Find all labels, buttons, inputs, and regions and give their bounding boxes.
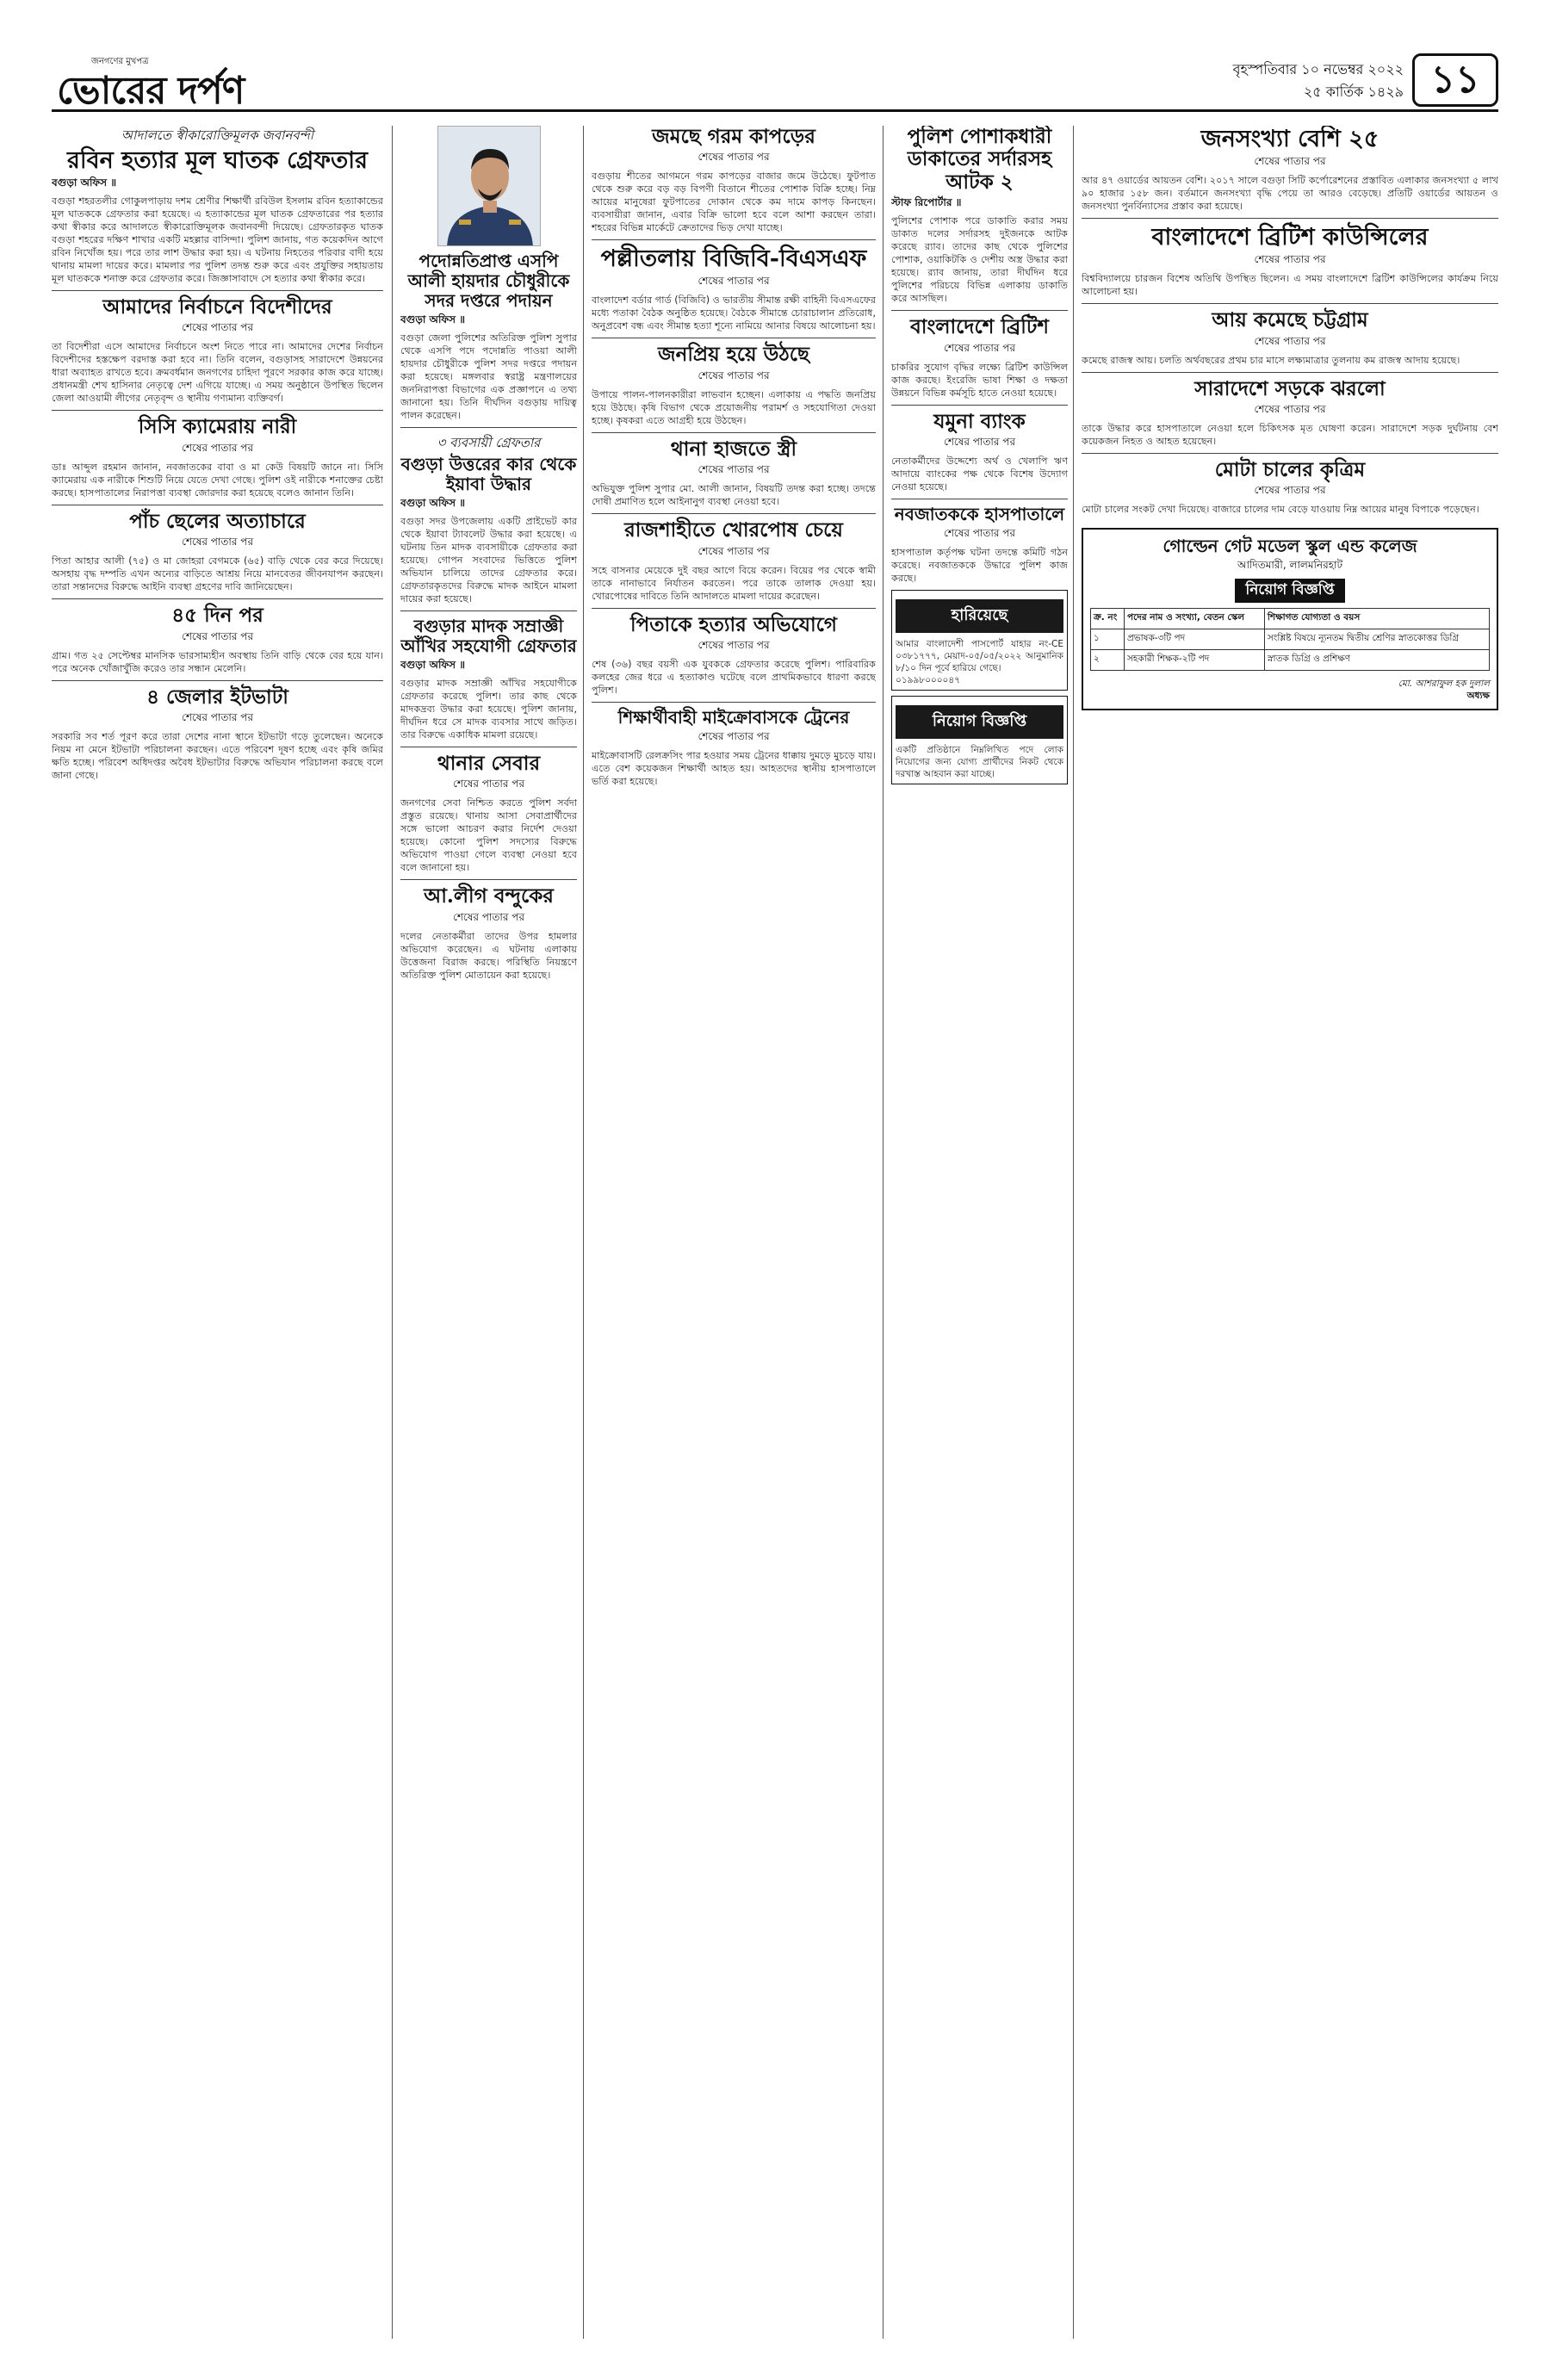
ad-heading: নিয়োগ বিজ্ঞপ্তি: [1235, 579, 1344, 603]
article-headline: জনপ্রিয় হয়ে উঠছে: [658, 343, 809, 367]
column-divider: [883, 126, 884, 2339]
column-divider: [392, 126, 393, 2339]
column-divider: [1073, 126, 1074, 2339]
masthead: [52, 52, 1498, 112]
newspaper-logo: [57, 55, 332, 113]
article-headline: মোটা চালের কৃত্রিম: [1214, 457, 1366, 481]
column-2: [400, 126, 577, 2339]
photo-caption: আলী হায়দার চৌধুরীকে: [407, 270, 570, 291]
article-body: অভিযুক্ত পুলিশ সুপার মো. আলী জানান, বিষয়টি তদন্ত করা হচ্ছে। তদন্তে দোষী প্রমাণিত হলে আইনানুগ ব্যবস্থা নেওয়া হবে।: [592, 483, 876, 508]
article-body: পিতা আহার আলী (৭৫) ও মা জোহরা বেগমকে (৬৫) বাড়ি থেকে বের করে দিয়েছে। অসহায় বৃদ্ধ দম্পতি এখন অন্যের বাড়িতে আশ্রয় নিয়ে মানবেতর জীবনযাপন করছেন। তারা সন্তানদের বিরুদ্ধে আইনি ব্যবস্থা গ্রহণের দাবি জানিয়েছেন।: [52, 555, 383, 593]
column-5: [1082, 126, 1498, 2339]
school-job-advertisement: [1082, 528, 1498, 710]
job-notice-body: একটি প্রতিষ্ঠানে নিম্নলিখিত পদে লোক নিয়োগের জন্য যোগ্য প্রার্থীদের নিকট থেকে দরখাস্ত আহবান করা যাচ্ছে।: [896, 745, 1063, 780]
table-cell: সহকারী শিক্ষক-২টি পদ: [1124, 649, 1264, 670]
photo-caption: পদোন্নতিপ্রাপ্ত এসপি: [418, 251, 559, 271]
table-cell: প্রভাষক-৩টি পদ: [1124, 629, 1264, 649]
article-byline: বগুড়া অফিস ॥: [400, 497, 466, 509]
article-headline: থানার সেবার: [437, 752, 541, 775]
continued-label: শেষের পাতার পর: [1254, 253, 1326, 266]
article-body: কমেছে রাজস্ব আয়। চলতি অর্থবছরের প্রথম চার মাসে লক্ষ্যমাত্রার তুলনায় কম রাজস্ব আদায় হয়েছে।: [1082, 354, 1460, 366]
article-headline: ৪৫ দিন পর: [171, 604, 264, 628]
continued-label: শেষের পাতার পর: [698, 639, 770, 652]
continued-label: শেষের পাতার পর: [698, 151, 770, 164]
continued-label: শেষের পাতার পর: [698, 463, 770, 476]
dateline: [1233, 59, 1404, 103]
newspaper-name: ভোরের দর্পণ: [57, 69, 245, 113]
article-body: তা বিদেশীরা এসে আমাদের নির্বাচনে অংশ নিতে পারে না। আমাদের দেশের নির্বাচন বিদেশীদের হস্তক্ষেপ বরদাস্ত করা হবে না। তিনি বলেন, বগুড়াসহ সারাদেশে উন্নয়নের ধারা অব্যাহত রাখতে হবে। ক্রমবর্ধমান জনগণের চাহিদা পূরণে সরকার কাজ করে যাচ্ছে। প্রধানমন্ত্রী শেখ হাসিনার নেতৃত্বে দেশ এগিয়ে যাচ্ছে। এ সময় অনুষ্ঠানে উপস্থিত ছিলেন জেলা আওয়ামী লীগের নেতৃবৃন্দ ও স্থানীয় গণ্যমান্য ব্যক্তিবর্গ।: [52, 341, 383, 405]
article-body: সরকারি সব শর্ত পূরণ করে তারা দেশের নানা স্থানে ইটভাটা গড়ে তুলেছেন। অনেকে নিয়ম না মেনে ইটভাটা পরিচালনা করছেন। এতে পরিবেশ দূষণ হচ্ছে এবং কৃষি জমির ক্ষতি হচ্ছে। পরিবেশ অধিদপ্তর অবৈধ ইটভাটার বিরুদ্ধে অভিযান পরিচালনা করছে বলে জানা গেছে।: [52, 731, 383, 782]
article-body: জনগণের সেবা নিশ্চিত করতে পুলিশ সর্বদা প্রস্তুত রয়েছে। থানায় আসা সেবাপ্রার্থীদের সঙ্গে ভালো আচরণ করার নির্দেশ দেওয়া হয়েছে। কোনো পুলিশ সদস্যের বিরুদ্ধে অভিযোগ পাওয়া গেলে ব্যবস্থা নেওয়া হবে বলে জানানো হয়।: [400, 797, 577, 874]
article-body: নেতাকর্মীদের উদ্দেশ্যে অর্থ ও খেলাপি ঋণ আদায়ে ব্যাংকের পক্ষ থেকে বিশেষ উদ্যোগ নেওয়া হয়েছে।: [891, 456, 1068, 493]
signature-name: মো. আশরাফুল হক দুলাল: [1398, 678, 1490, 689]
continued-label: শেষের পাতার পর: [698, 275, 770, 288]
photo-caption: সদর দপ্তরে পদায়ন: [425, 290, 553, 311]
article-body: মোটা চালের সংকট দেখা দিয়েছে। বাজারে চালের দাম বেড়ে যাওয়ায় নিম্ন আয়ের মানুষ বিপাকে পড়েছেন।: [1082, 504, 1479, 516]
article-body: বগুড়া জেলা পুলিশের অতিরিক্ত পুলিশ সুপার থেকে এসপি পদে পদোন্নতি পাওয়া আলী হায়দার চৌধুরীকে পুলিশ সদর দপ্তরে পদায়ন করা হয়েছে। মঙ্গলবার স্বরাষ্ট্র মন্ত্রণালয়ের জননিরাপত্তা বিভাগের এক প্রজ্ঞাপনে এ তথ্য জানানো হয়। তিনি দীর্ঘদিন বগুড়ায় দায়িত্ব পালন করেছেন।: [400, 332, 577, 421]
date-bengali: ২৫ কার্তিক ১৪২৯: [1303, 84, 1404, 100]
article-body: বাংলাদেশ বর্ডার গার্ড (বিজিবি) ও ভারতীয় সীমান্ত রক্ষী বাহিনী বিএসএফের মধ্যে পতাকা বৈঠক অনুষ্ঠিত হয়েছে। বৈঠকে সীমান্তে চোরাচালান প্রতিরোধ, অনুপ্রবেশ বন্ধ এবং সীমান্ত হত্যা শূন্যে নামিয়ে আনার বিষয়ে আলোচনা হয়।: [592, 294, 876, 332]
article-body: পুলিশের পোশাক পরে ডাকাতি করার সময় ডাকাত দলের সর্দারসহ দুইজনকে আটক করেছে র‍্যাব। তাদের কাছ থেকে পুলিশের পোশাক, ওয়াকিটকি ও দেশীয় অস্ত্র উদ্ধার করা হয়েছে। র‍্যাব জানায়, তারা দীর্ঘদিন ধরে পুলিশের পরিচয়ে বিভিন্ন এলাকায় ডাকাতি করে আসছিল।: [891, 215, 1068, 305]
newspaper-page: [52, 52, 1498, 2342]
article-headline: আমাদের নির্বাচনে বিদেশীদের: [102, 295, 332, 319]
article-body: সহে বাসনার মেয়েকে দুই বছর আগে বিয়ে করেন। বিয়ের পর থেকে স্বামী তাকে নানাভাবে নির্যাতন করতেন। পরে তাকে তালাক দেওয়া হয়। খোরপোষের দাবিতে তিনি আদালতে মামলা দায়ের করেছেন।: [592, 564, 876, 602]
table-header: ক্র. নং: [1091, 608, 1125, 629]
date-gregorian: বৃহস্পতিবার ১০ নভেম্বর ২০২২: [1232, 61, 1404, 77]
table-cell: ২: [1091, 649, 1125, 670]
article-headline: জমছে গরম কাপড়ের: [652, 126, 815, 148]
lost-notice-title: হারিয়েছে: [896, 599, 1063, 633]
continued-label: শেষের পাতার পর: [1254, 402, 1326, 415]
article-headline: রবিন হত্যার মূল ঘাতক গ্রেফতার: [67, 147, 368, 174]
article-body: বগুড়া শহরতলীর গোকুলপাড়ায় দশম শ্রেণীর শিক্ষার্থী রবিউল ইসলাম রবিন হত্যাকান্ডের মূল ঘাতককে গ্রেফতার করা হয়েছে। এ হত্যাকান্ডের মূল ঘাতক গ্রেফতারের পর হত্যার কথা স্বীকার করে আদালতে স্বীকারোক্তিমূলক জবানবন্দী দিয়েছে। গ্রেফতারকৃত ঘাতক বগুড়া শহরের দক্ষিণ শাখার একটি মহল্লার বাসিন্দা। পুলিশ জানায়, গত কয়েকদিন আগে রবিন নিখোঁজ হয়। পরে তার লাশ উদ্ধার করা হয়। এ ঘটনায় নিহতের পরিবার বাদী হয়ে থানায় মামলা দায়ের করে। মামলার পর পুলিশ তদন্ত শুরু করে এবং প্রযুক্তির সহায়তায় মূল ঘাতককে শনাক্ত করে গ্রেফতার করে। জিজ্ঞাসাবাদে সে হত্যার কথা স্বীকার করে।: [52, 195, 383, 285]
article-body: ডাঃ আব্দুল রহমান জানান, নবজাতকের বাবা ও মা কেউ বিষয়টি জানে না। সিসি ক্যামেরায় এক নারীকে শিশুটি নিয়ে যেতে দেখা গেছে। পুলিশ ওই নারীকে শনাক্তের চেষ্টা করছে। হাসপাতালের নিরাপত্তা ব্যবস্থা জোরদার করা হয়েছে বলেও জানান তিনি।: [52, 461, 383, 499]
table-row: [1091, 649, 1490, 670]
column-1: [52, 126, 383, 2339]
article-headline: শিক্ষার্থীবাহী মাইক্রোবাসকে ট্রেনের: [617, 707, 850, 728]
school-location: আদিতমারী, লালমনিরহাট: [1237, 559, 1343, 572]
article-headline: পুলিশ পোশাকধারী ডাকাতের সর্দারসহ আটক ২: [907, 126, 1052, 194]
table-row: [1091, 629, 1490, 649]
continued-label: শেষের পাতার পর: [181, 536, 254, 549]
table-cell: স্নাতক ডিগ্রি ও প্রশিক্ষণ: [1264, 649, 1489, 670]
article-body: বগুড়ায় শীতের আগমনে গরম কাপড়ের বাজার জমে উঠেছে। ফুটপাত থেকে শুরু করে বড় বড় বিপণী বিতানে শীতের পোশাক বিক্রি হচ্ছে। নিম্ন আয়ের মানুষেরা ফুটপাতের দোকান থেকে কম দামে কাপড় কিনছেন। ব্যবসায়ীরা জানান, এবার বিক্রি ভালো হবে বলে আশা করছেন তারা। শহরের বিভিন্ন মার্কেটে ক্রেতাদের ভিড় দেখা যাচ্ছে।: [592, 170, 876, 234]
article-body: গ্রাম। গত ২৫ সেপ্টেম্বর মানসিক ভারসাম্যহীন অবস্থায় তিনি বাড়ি থেকে বের হয়ে যান। পরে অনেক খোঁজাখুঁজি করেও তার সন্ধান মেলেনি।: [52, 649, 383, 674]
lost-notice: [891, 590, 1068, 691]
article-headline: পল্লীতলায় বিজিবি-বিএসএফ: [600, 245, 867, 273]
portrait-image: [438, 127, 541, 246]
article-body: বগুড়া সদর উপজেলায় একটি প্রাইভেট কার থেকে ইয়াবা ট্যাবলেট উদ্ধার করা হয়েছে। এ ঘটনায় তিন মাদক ব্যবসায়ীকে গ্রেফতার করা হয়েছে। গোপন সংবাদের ভিত্তিতে পুলিশ অভিযান চালিয়ে তাদের গ্রেফতার করে। গ্রেফতারকৃতদের বিরুদ্ধে মাদক আইনে মামলা দায়ের করা হয়েছে।: [400, 516, 577, 604]
article-body: চাকরির সুযোগ বৃদ্ধির লক্ষ্যে ব্রিটিশ কাউন্সিল কাজ করছে। ইংরেজি ভাষা শিক্ষা ও দক্ষতা উন্নয়নে বিভিন্ন কর্মসূচি হাতে নেওয়া হয়েছে।: [891, 361, 1068, 399]
signature-title: অধ্যক্ষ: [1466, 690, 1490, 701]
article-headline: বাংলাদেশে ব্রিটিশ: [909, 315, 1050, 339]
page-number: ১১: [1412, 53, 1498, 107]
article-body: উপায়ে পালন-পালনকারীরা লাভবান হচ্ছেন। এলাকায় এ পদ্ধতি জনপ্রিয় হয়ে উঠছে। কৃষি বিভাগ থেকে প্রয়োজনীয় পরামর্শ ও সহযোগিতা দেওয়া হচ্ছে। কৃষকরা এতে আগ্রহী হয়ে উঠছেন।: [592, 388, 876, 426]
article-headline: বগুড়ার মাদক সম্রাজ্ঞী আঁখির সহযোগী গ্রেফতার: [400, 616, 577, 656]
lost-notice-body: আমার বাংলাদেশী পাসপোর্ট যাহার নং-CE ০৩৮১৭৭৭, মেয়াদ-০৫/০৫/২০২২ আনুমানিক ৮/১০ দিন পূর্বে হারিয়ে গেছে।: [896, 639, 1063, 674]
continued-label: শেষের পাতার পর: [181, 711, 254, 724]
article-headline: বাংলাদেশে ব্রিটিশ কাউন্সিলের: [1151, 224, 1429, 251]
article-byline: স্টাফ রিপোর্টার ॥: [891, 196, 962, 209]
officer-photo: [437, 126, 541, 246]
continued-label: শেষের পাতার পর: [1254, 484, 1326, 497]
article-headline: সিসি ক্যামেরায় নারী: [138, 415, 297, 439]
article-byline: বগুড়া অফিস ॥: [400, 313, 466, 325]
article-body: দলের নেতাকর্মীরা তাদের উপর হামলার অভিযোগ করেছেন। এ ঘটনায় এলাকায় উত্তেজনা বিরাজ করছে। পরিস্থিতি নিয়ন্ত্রণে অতিরিক্ত পুলিশ মোতায়েন করা হয়েছে।: [400, 930, 577, 981]
continued-label: শেষের পাতার পর: [452, 778, 525, 790]
continued-label: শেষের পাতার পর: [1254, 155, 1326, 168]
vacancy-table: [1090, 608, 1490, 671]
article-body: মাইক্রোবাসটি রেলক্রসিং পার হওয়ার সময় ট্রেনের ধাক্কায় দুমড়ে মুচড়ে যায়। এতে বেশ কয়েকজন শিক্ষার্থী আহত হয়। আহতদের স্থানীয় হাসপাতালে ভর্তি করা হয়েছে।: [592, 750, 876, 788]
article-headline: রাজশাহীতে খোরপোষ চেয়ে: [624, 518, 843, 542]
continued-label: শেষের পাতার পর: [698, 730, 770, 743]
article-headline: নবজাতককে হাসপাতালে: [894, 504, 1065, 525]
article-headline: পাঁচ ছেলের অত্যাচারে: [129, 509, 306, 533]
article-headline: জনসংখ্যা বেশি ২৫: [1200, 126, 1380, 152]
column-3: [592, 126, 876, 2339]
table-cell: ১: [1091, 629, 1125, 649]
continued-label: শেষের পাতার পর: [698, 369, 770, 381]
article-body: আর ৪৭ ওয়ার্ডের আয়তন বেশি। ২০১৭ সালে বগুড়া সিটি কর্পোরেশনের প্রস্তাবিত এলাকার জনসংখ্যা ৫ লাখ ৯০ হাজার ১৫৮ জন। বর্তমানে জনসংখ্যা বৃদ্ধি পেয়ে তা আরও বেড়েছে। প্রতিটি ওয়ার্ডের আয়তন ও জনসংখ্যা পুনর্বিন্যাসের প্রস্তাব করা হয়েছে।: [1082, 175, 1498, 213]
table-header: পদের নাম ও সংখ্যা, বেতন স্কেল: [1124, 608, 1264, 629]
continued-label: শেষের পাতার পর: [181, 321, 254, 334]
job-notice: [891, 696, 1068, 784]
article-headline: আয় কমেছে চট্টগ্রাম: [1212, 308, 1368, 332]
article-byline: বগুড়া অফিস ॥: [400, 659, 466, 671]
article-headline: আ.লীগ বন্দুকের: [424, 884, 554, 908]
continued-label: শেষের পাতার পর: [943, 341, 1016, 354]
continued-label: শেষের পাতার পর: [181, 441, 254, 454]
column-4: [891, 126, 1068, 2339]
continued-label: শেষের পাতার পর: [181, 629, 254, 642]
article-kicker: ৩ ব্যবসায়ী গ্রেফতার: [437, 435, 541, 450]
article-body: বগুড়ার মাদক সম্রাজ্ঞী আঁখির সহযোগীকে গ্রেফতার করেছে পুলিশ। তার কাছ থেকে মাদকদ্রব্য উদ্ধার করা হয়েছে। পুলিশ জানায়, দীর্ঘদিন ধরে সে মাদক ব্যবসার সাথে জড়িত। তার বিরুদ্ধে একাধিক মামলা রয়েছে।: [400, 678, 577, 741]
column-divider: [583, 126, 584, 2339]
job-notice-title: নিয়োগ বিজ্ঞপ্তি: [896, 705, 1063, 739]
continued-label: শেষের পাতার পর: [698, 544, 770, 557]
school-name: গোল্ডেন গেট মডেল স্কুল এন্ড কলেজ: [1162, 536, 1417, 557]
article-body: শেষ (৩৬) বছর বয়সী এক যুবককে গ্রেফতার করেছে পুলিশ। পারিবারিক কলহের জের ধরে এ হত্যাকাণ্ড ঘটেছে বলে প্রাথমিকভাবে ধারণা করছে পুলিশ।: [592, 659, 876, 697]
article-headline: বগুড়া উত্তরের কার থেকে ইয়াবা উদ্ধার: [400, 454, 577, 494]
article-headline: পিতাকে হত্যার অভিযোগে: [630, 612, 837, 636]
article-body: হাসপাতাল কর্তৃপক্ষ ঘটনা তদন্তে কমিটি গঠন করেছে। নবজাতককে উদ্ধারে পুলিশ কাজ করছে।: [891, 547, 1068, 585]
lost-notice-phone: ০১৯৯৮০০০০৪৭: [896, 675, 961, 686]
logo-tagline: জনগণের মুখপত্র: [91, 57, 149, 66]
table-header: শিক্ষাগত যোগ্যতা ও বয়স: [1264, 608, 1489, 629]
article-kicker: আদালতে স্বীকারোক্তিমূলক জবানবন্দী: [121, 127, 314, 143]
article-headline: সারাদেশে সড়কে ঝরলো: [1194, 376, 1386, 400]
continued-label: শেষের পাতার পর: [943, 527, 1016, 540]
article-headline: যমুনা ব্যাংক: [933, 409, 1026, 433]
continued-label: শেষের পাতার পর: [943, 436, 1016, 449]
continued-label: শেষের পাতার পর: [1254, 334, 1326, 347]
article-headline: থানা হাজতে স্ত্রী: [670, 437, 797, 461]
article-headline: ৪ জেলার ইটভাটা: [146, 685, 288, 709]
article-body: তাকে উদ্ধার করে হাসপাতালে নেওয়া হলে চিকিৎসক মৃত ঘোষণা করেন। সারাদেশে সড়ক দুর্ঘটনায় বেশ কয়েকজন নিহত ও আহত হয়েছেন।: [1082, 422, 1498, 447]
continued-label: শেষের পাতার পর: [452, 910, 525, 923]
article-body: বিশ্ববিদ্যালয়ে চারজন বিশেষ অতিথি উপস্থিত ছিলেন। এ সময় বাংলাদেশে ব্রিটিশ কাউন্সিলের কার্যক্রম নিয়ে আলোচনা হয়।: [1082, 273, 1498, 298]
table-cell: সংশ্লিষ্ট বিষয়ে ন্যূনতম দ্বিতীয় শ্রেণির স্নাতকোত্তর ডিগ্রি: [1264, 629, 1489, 649]
article-byline: বগুড়া অফিস ॥: [52, 177, 117, 189]
